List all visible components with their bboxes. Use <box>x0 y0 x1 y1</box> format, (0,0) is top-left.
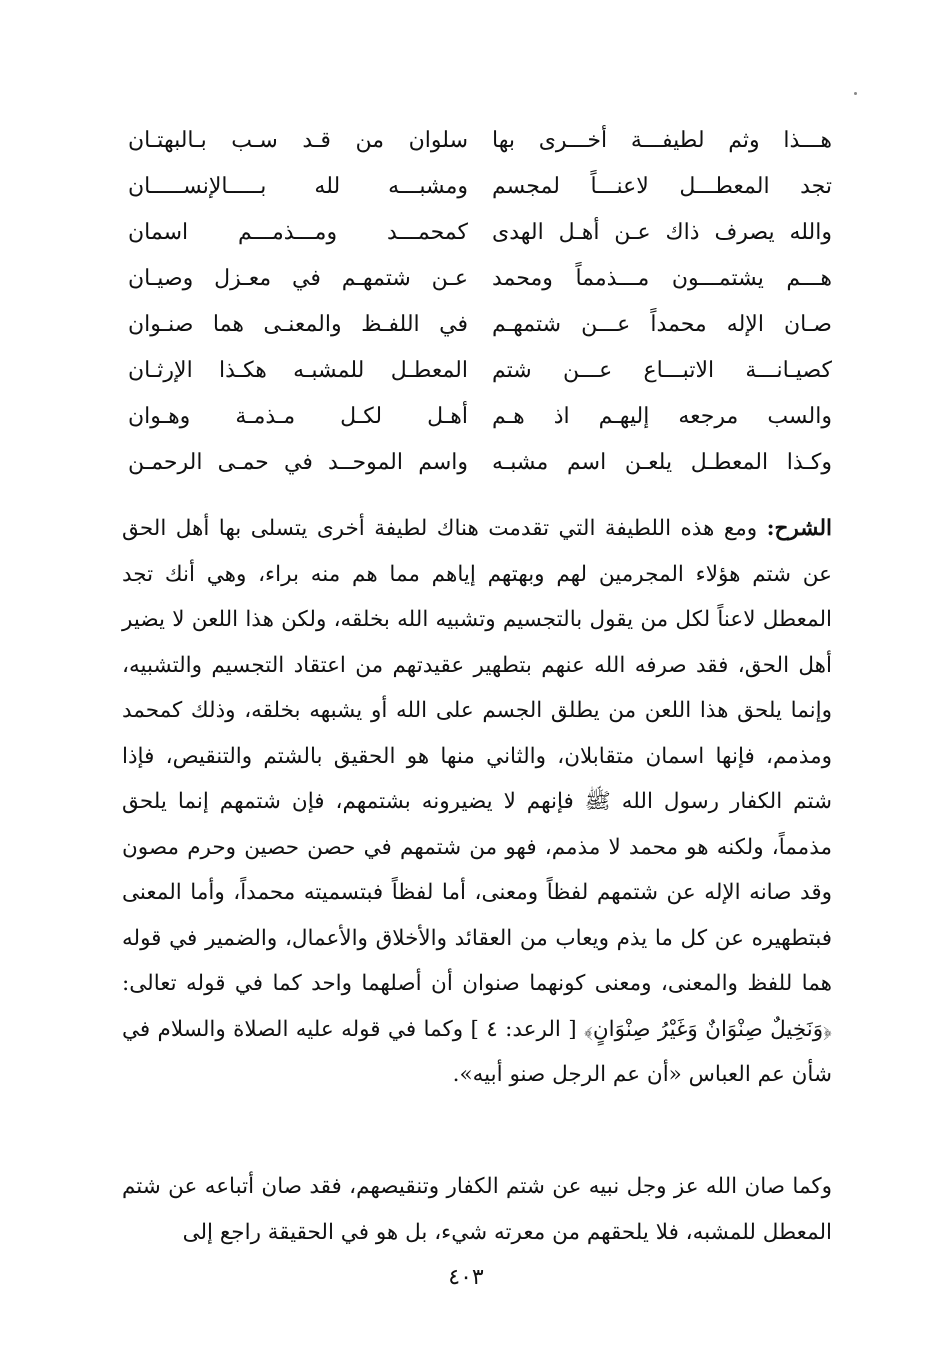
verse-right-hemistich: صـان الإله محمداً عـــن شتمهـم <box>492 312 832 337</box>
verse-right-hemistich: والسب مرجعه إليهـم اذ هـم <box>492 404 832 429</box>
poem-verse <box>128 164 832 210</box>
verse-left-hemistich: ومشبـــه لله بـــــالإنســـــان <box>128 174 468 199</box>
poem-verse <box>128 302 832 348</box>
scan-speck <box>854 92 857 95</box>
verse-right-hemistich: كصيـانـــة الاتبـــاع عـــن شتم <box>492 358 832 383</box>
verse-left-hemistich: في اللفـظ والمعنـى هما صنـوان <box>128 312 468 337</box>
poem-block <box>128 118 832 486</box>
page-number: ٤٠٣ <box>448 1265 484 1290</box>
verse-right-hemistich: تجد المعطـــل لاعنـــاً لمجسم <box>492 174 832 199</box>
poem-verse <box>128 256 832 302</box>
commentary-text: ومع هذه اللطيفة التي تقدمت هناك لطيفة أخرى يتسلى بها أهل الحق عن شتم هؤلاء المجرمين لهم وبهتهم إياهم مما هم منه براء، وهي أنك تجد المعطل لاعناً لكل من يقول بالتجسيم وتشبيه الله بخلقه، ولكن هذا اللعن لا يضير أهل الحق، فقد صرفه الله عنهم بتطهير عقيدتهم من اعتقاد التجسيم والتشبيه، وإنما يلحق هذا اللعن من يطلق الجسم على الله أو يشبهه بخلقه، وذلك كمحمد ومذمم، فإنها اسمان متقابلان، والثاني منها هو الحقيق بالشتم والتنقيص، فإذا شتم الكفار رسول الله ﷺ فإنهم لا يضيرونه بشتمهم، فإن شتمهم إنما يلحق مذمماً، ولكنه هو محمد لا مذمم، فهو من شتمهم في حصن حصين وحرم مصون وقد صانه الإله عن شتمهم لفظاً ومعنى، أما لفظاً فبتسميته محمداً، وأما المعنى فبتطهيره عن كل ما يذم ويعاب من العقائد والأخلاق والأعمال، والضمير في قوله هما للفظ والمعنى، ومعنى كونهما صنوان أن أصلهما واحد كما في قوله تعالى: ﴿وَنَخِيلٌ صِنْوَانٌ وَغَيْرُ صِنْوَانٍ﴾ [ الرعد: ٤ ] وكما في قوله عليه الصلاة والسلام في شأن عم العباس «أن عم الرجل صنو أبيه». <box>122 516 832 1087</box>
verse-right-hemistich: والله يصرف ذاك عـن أهـل الهدى <box>492 220 832 245</box>
verse-right-hemistich: هـــذا وثم لطيفـــة أخـــرى بها <box>492 128 832 153</box>
verse-right-hemistich: هـــم يشتمـــون مـــذمماً ومحمد <box>492 266 832 291</box>
verse-left-hemistich: عـن شتمهـم في معـزل وصيـان <box>128 266 468 291</box>
poem-verse <box>128 348 832 394</box>
poem-verse <box>128 210 832 256</box>
verse-left-hemistich: أهـل لكـل مـذمـة وهـوان <box>128 404 468 429</box>
continuation-paragraph <box>122 1164 832 1255</box>
verse-left-hemistich: واسم الموحــد في حمـى الرحمـن <box>128 450 468 475</box>
poem-verse <box>128 118 832 164</box>
commentary-label: الشرح: <box>766 516 832 541</box>
poem-verse <box>128 440 832 486</box>
continuation-text: وكما صان الله عز وجل نبيه عن شتم الكفار وتنقيصهم، فقد صان أتباعه عن شتم المعطل للمشبه، فلا يلحقهم من معرته شيء، بل هو في الحقيقة راجع إلى <box>122 1174 832 1245</box>
verse-right-hemistich: وكـذا المعطـل يلعـن اسم مشبـه <box>492 450 832 475</box>
poem-verse <box>128 394 832 440</box>
verse-left-hemistich: سلوان من قـد سـب بـالبهتـان <box>128 128 468 153</box>
verse-left-hemistich: كمحمـــد ومـــذمـــم اسمان <box>128 220 468 245</box>
verse-left-hemistich: المعطـل للمشبـه هكـذا الإرثـان <box>128 358 468 383</box>
commentary-paragraph <box>122 506 832 1098</box>
